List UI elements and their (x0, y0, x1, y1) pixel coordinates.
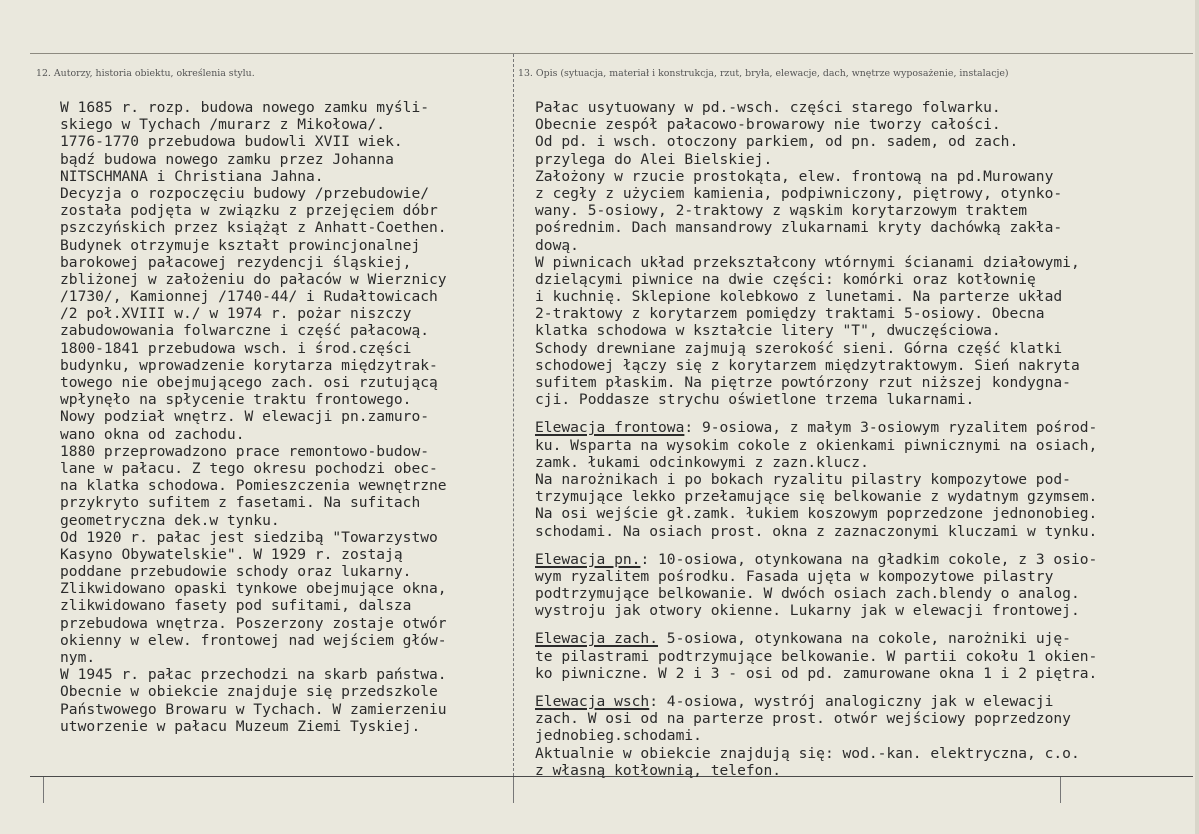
text-line: Założony w rzucie prostokąta, elew. frontową na pd.Murowany (535, 167, 1054, 185)
text-line: trzymujące lekko przełamujące się belkowanie z wydatnym gzymsem. (535, 488, 1098, 506)
paragraph-gap (535, 540, 1195, 551)
text-line: W 1945 r. pałac przechodzi na skarb państwa. (60, 666, 447, 684)
text-line: z własną kotłownią, telefon. (535, 761, 782, 779)
text-line: Decyzja o rozpoczęciu budowy /przebudowie/ (60, 184, 430, 202)
text-line: te pilastrami podtrzymujące belkowanie. W partii cokołu 1 okien- (535, 647, 1098, 665)
text-line: Zlikwidowano opaski tynkowe obejmujące okna, (60, 580, 447, 598)
elewacja-pn-label: Elewacja pn. (535, 550, 641, 568)
text-line: /1730/, Kamionnej /1740-44/ i Rudałtowicach (60, 288, 438, 306)
text-line: Kasyno Obywatelskie". W 1929 r. zostają (60, 545, 403, 563)
text-line: schodami. Na osiach prost. okna z zaznaczonymi kluczami w tynku. (535, 522, 1098, 540)
text-line: Obecnie zespół pałacowo-browarowy nie tworzy całości. (535, 116, 1001, 134)
text-line: jednobieg.schodami. (535, 727, 702, 745)
text-line: Schody drewniane zajmują szerokość sieni. Górna część klatki (535, 339, 1063, 357)
text-line: wany. 5-osiowy, 2-traktowy z wąskim korytarzowym traktem (535, 202, 1028, 220)
elewacja-zach-line (535, 630, 1195, 647)
text-line: Na narożnikach i po bokach ryzalitu pilastry kompozytowe pod- (535, 470, 1071, 488)
text-line: utworzenie w pałacu Muzeum Ziemi Tyskiej. (60, 717, 421, 735)
text-line: na klatka schodowa. Pomieszczenia wewnętrzne (60, 477, 447, 495)
section-13-heading: 13. Opis (sytuacja, materiał i konstrukcja, rzut, bryła, elewacje, dach, wnętrze wyposażenie, instalacje) (518, 68, 1009, 79)
elewacja-frontowa-line (535, 419, 1195, 436)
text-line: dową. (535, 236, 579, 254)
bottom-tick-middle (513, 777, 514, 803)
text-line: Aktualnie w obiekcie znajdują się: wod.-kan. elektryczna, c.o. (535, 744, 1080, 762)
text-line: Na osi wejście gł.zamk. łukiem koszowym poprzedzone jednonobieg. (535, 505, 1098, 523)
text-line: zbliżonej w założeniu do pałaców w Wierznicy (60, 270, 447, 288)
text-line: pszczyńskich przez książąt z Anhatt-Coethen. (60, 219, 447, 237)
text-line: podtrzymujące belkowanie. W dwóch osiach zach.blendy o analog. (535, 585, 1080, 603)
page-edge (1195, 0, 1199, 834)
text-line: : 9-osiowa, z małym 3-osiowym ryzalitem pośrod- (684, 419, 1098, 437)
text-line: 1776-1770 przebudowa budowli XVII wiek. (60, 133, 403, 151)
paragraph-gap (535, 619, 1195, 630)
text-line: 1800-1841 przebudowa wsch. i środ.części (60, 339, 412, 357)
elewacja-wsch-label: Elewacja wsch (535, 693, 650, 710)
text-line: zach. W osi od na parterze prost. otwór wejściowy poprzedzony (535, 710, 1071, 728)
text-line: zabudowowania folwarczne i część pałacową. (60, 322, 430, 340)
text-line: ko piwniczne. W 2 i 3 - osi od pd. zamurowane okna 1 i 2 piętra. (535, 664, 1098, 682)
elewacja-pn-line (535, 551, 1195, 568)
text-line: wystroju jak otwory okienne. Lukarny jak w elewacji frontowej. (535, 602, 1080, 620)
text-line: ku. Wsparta na wysokim cokole z okienkami piwnicznymi na osiach, (535, 436, 1098, 454)
text-line: wano okna od zachodu. (60, 425, 245, 443)
text-line: Od 1920 r. pałac jest siedzibą "Towarzystwo (60, 528, 438, 546)
text-line: zlikwidowano fasety pod sufitami, dalsza (60, 597, 412, 615)
elewacja-zach-label: Elewacja zach. (535, 630, 659, 648)
column-divider (513, 54, 514, 776)
text-line: schodowej łączy się z korytarzem międzytraktowym. Sień nakryta (535, 356, 1080, 374)
text-line: pośrednim. Dach mansandrowy zlukarnami kryty dachówką zakła- (535, 219, 1063, 237)
text-line: przylega do Alei Bielskiej. (535, 150, 773, 168)
text-line: z cegły z użyciem kamienia, podpiwniczony, piętrowy, otynko- (535, 184, 1063, 202)
elewacja-wsch-line (535, 693, 1195, 710)
text-line: Nowy podział wnętrz. W elewacji pn.zamuro- (60, 408, 430, 426)
text-line: nym. (60, 649, 96, 666)
bottom-tick-right (1060, 777, 1061, 803)
text-line: W piwnicach układ przekształcony wtórnymi ścianami działowymi, (535, 253, 1080, 271)
text-line: Pałac usytuowany w pd.-wsch. części starego folwarku. (535, 99, 1001, 116)
text-line: NITSCHMANA i Christiana Jahna. (60, 167, 324, 185)
description-text (535, 99, 1195, 779)
text-line: cji. Poddasze strychu oświetlone trzema lukarnami. (535, 391, 975, 409)
text-line: Od pd. i wsch. otoczony parkiem, od pn. sadem, od zach. (535, 133, 1019, 151)
text-line: skiego w Tychach /murarz z Mikołowa/. (60, 116, 386, 134)
text-line: przebudowa wnętrza. Poszerzony zostaje otwór (60, 614, 447, 632)
text-line: Obecnie w obiekcie znajduje się przedszkole (60, 683, 438, 701)
text-line: budynku, wprowadzenie korytarza międzytrak- (60, 356, 438, 374)
text-line: 1880 przeprowadzono prace remontowo-budow- (60, 442, 430, 460)
text-line: klatka schodowa w kształcie litery "T", dwuczęściowa. (535, 322, 1001, 340)
text-line: Budynek otrzymuje kształt prowincjonalnej (60, 236, 421, 254)
section-12-heading: 12. Autorzy, historia obiektu, określenia stylu. (36, 68, 255, 79)
text-line: wpłynęło na spłycenie traktu frontowego. (60, 391, 412, 409)
elewacja-frontowa-label: Elewacja frontowa (535, 419, 685, 437)
text-line: sufitem płaskim. Na piętrze powtórzony rzut niższej kondygna- (535, 374, 1071, 391)
text-line: przykryto sufitem z fasetami. Na sufitach (60, 494, 421, 512)
text-line: /2 poł.XVIII w./ w 1974 r. pożar niszczy (60, 305, 412, 323)
text-line: 5-osiowa, otynkowana na cokole, narożniki uję- (658, 630, 1071, 648)
text-line: towego nie obejmującego zach. osi rzutującą (60, 374, 438, 391)
text-line: : 10-osiowa, otynkowana na gładkim cokole, z 3 osio- (640, 550, 1098, 568)
text-line: 2-traktowy z korytarzem pomiędzy traktami 5-osiowy. Obecna (535, 305, 1045, 323)
text-line: Państwowego Browaru w Tychach. W zamierzeniu (60, 700, 447, 718)
text-line: barokowej pałacowej rezydencji śląskiej, (60, 253, 412, 271)
text-line: została podjęta w związku z przejęciem dóbr (60, 202, 438, 220)
paragraph-gap (535, 408, 1195, 419)
text-line: lane w pałacu. Z tego okresu pochodzi obec- (60, 459, 438, 477)
history-text (60, 99, 510, 735)
text-line: : 4-osiowa, wystrój analogiczny jak w elewacji (649, 693, 1054, 710)
text-line: poddane przebudowie schody oraz lukarny. (60, 563, 412, 581)
text-line: geometryczna dek.w tynku. (60, 511, 280, 529)
text-line: zamk. łukami odcinkowymi z zazn.klucz. (535, 453, 869, 471)
text-line: okienny w elew. frontowej nad wejściem głów- (60, 631, 447, 649)
text-line: i kuchnię. Sklepione kolebkowo z lunetami. Na parterze układ (535, 288, 1063, 306)
text-line: W 1685 r. rozp. budowa nowego zamku myśli- (60, 99, 430, 116)
paragraph-gap (535, 682, 1195, 693)
top-rule (30, 53, 1193, 54)
bottom-tick-left (43, 777, 44, 803)
text-line: dzielącymi piwnice na dwie części: komórki oraz kotłownię (535, 270, 1036, 288)
text-line: wym ryzalitem pośrodku. Fasada ujęta w kompozytowe pilastry (535, 567, 1054, 585)
text-line: bądź budowa nowego zamku przez Johanna (60, 150, 394, 168)
